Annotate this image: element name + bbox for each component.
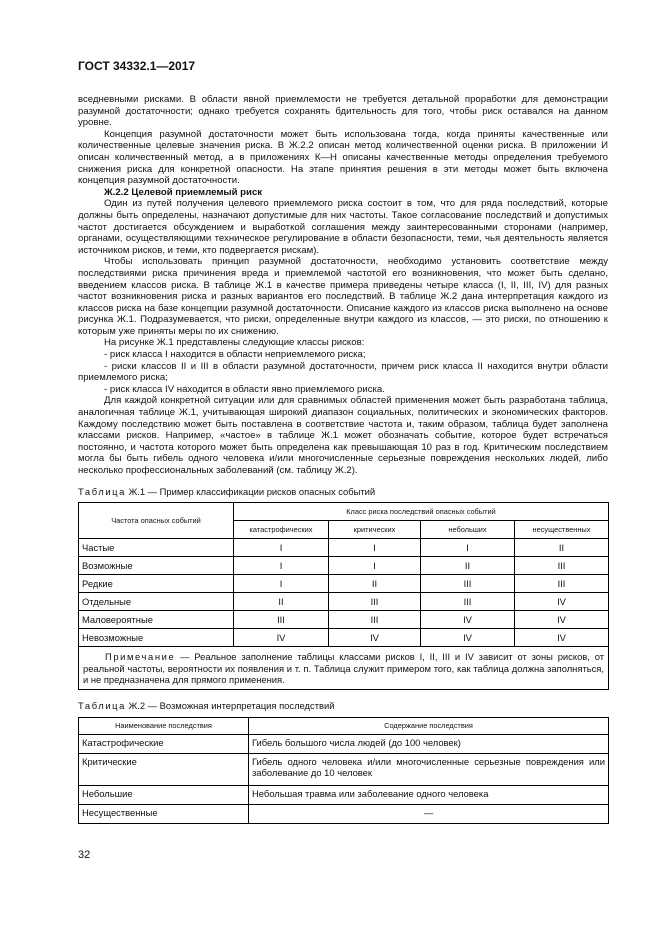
table-header-content: Содержание последствия <box>249 718 609 735</box>
table-row: Маловероятные III III IV IV <box>79 611 609 629</box>
paragraph: Один из путей получения целевого приемлемого риска состоит в том, что для ряда последствий, которые должны быть определены, назначают допустимые для них частоты. Такое согласование последствий и допустимых частот достигается обсуждением и выработкой соглашения между заинтересованными сторонами (например, органами, осуществляющими техническое регулирование в области безопасности, теми, чья деятельность является источником рисков, и теми, кто подвергается рискам). <box>78 198 608 256</box>
paragraph: Чтобы использовать принцип разумной достаточности, необходимо установить соответствие между последствиями риска причинения вреда и приемлемой частотой его возникновения, что может быть сделано, введением классов риска. В таблице Ж.1 в качестве примера приведены четыре класса (I, II, III, IV) для разных частот возникновения риска и разных вариантов его последствий. В таблице Ж.2 дана интерпретация каждого из классов риска на базе концепции разумной достаточности. Описание каждого из классов риска выполнено на основе рисунка Ж.1. Подразумевается, что риски, определенные внутри каждого из классов, — это риски, по отношению к которым уже приняты меры по их снижению. <box>78 256 608 337</box>
table-header-name: Наименование последствия <box>79 718 249 735</box>
document-header: ГОСТ 34332.1—2017 <box>78 59 196 73</box>
table-note: Примечание — Реальное заполнение таблицы классами рисков I, II, III и IV зависит от зоны рисков, от реальной частоты, вероятности их появления и т. п. Таблица служит примером того, как таблица должна заполняться, и не предназначена для прямого применения. <box>79 647 609 690</box>
paragraph: Концепция разумной достаточности может быть использована тогда, когда приняты качественные или количественные целевые значения риска. В Ж.2.2 описан метод количественной оценки риска. В приложении И описан количественный метод, а в приложениях К—Н описаны качественные методы определения требуемого снижения риска для конкретной опасности. На этапе принятия решения в эти методы может быть включена концепция разумной достаточности. <box>78 128 608 187</box>
table-row: Редкие I II III III <box>79 575 609 593</box>
paragraph: вседневными рисками. В области явной приемлемости не требуется детальной проработки для демонстрации разумной достаточности; однако требуется сохранять бдительность для того, чтобы риск оставался на данном уровне. <box>78 94 608 129</box>
paragraph: На рисунке Ж.1 представлены следующие классы рисков: <box>104 337 365 349</box>
table-subheader: несущественных <box>515 521 609 539</box>
table-subheader: критических <box>329 521 421 539</box>
page-number: 32 <box>78 849 91 861</box>
table-row: Небольшие Небольшая травма или заболевание одного человека <box>79 785 609 804</box>
table2-caption: Таблица Ж.2 — Возможная интерпретация последствий <box>78 700 335 712</box>
table-row: Невозможные IV IV IV IV <box>79 629 609 647</box>
table-subheader: катастрофических <box>234 521 329 539</box>
section-heading: Ж.2.2 Целевой приемлемый риск <box>104 186 263 198</box>
table-row: Отдельные II III III IV <box>79 593 609 611</box>
risk-class-table <box>78 502 609 690</box>
list-item: - риск класса IV находится в области явно приемлемого риска. <box>104 383 385 395</box>
table-header-class: Класс риска последствий опасных событий <box>234 503 609 521</box>
table-row: Катастрофические Гибель большого числа людей (до 100 человек) <box>79 734 609 753</box>
table-header-frequency: Частота опасных событий <box>79 503 234 539</box>
table1-caption: Таблица Ж.1 — Пример классификации рисков опасных событий <box>78 485 376 497</box>
table-row: Несущественные — <box>79 804 609 823</box>
table-row: Частые I I I II <box>79 539 609 557</box>
consequences-table <box>78 717 609 824</box>
table-subheader: небольших <box>421 521 515 539</box>
list-item: - риски классов II и III в области разумной достаточности, причем риск класса II находится внутри области приемлемого риска; <box>78 360 608 384</box>
document-body <box>78 94 608 824</box>
table-row: Возможные I I II III <box>79 557 609 575</box>
list-item: - риск класса I находится в области неприемлемого риска; <box>104 349 366 361</box>
table-row: Критические Гибель одного человека и/или многочисленные серьезные повреждения или заболевание до 10 человек <box>79 753 609 785</box>
paragraph: Для каждой конкретной ситуации или для сравнимых областей применения может быть разработана таблица, аналогичная таблице Ж.1, учитывающая широкий диапазон социальных, политических и экономических факторов. Каждому последствию может быть поставлена в соответствие частота и, таким образом, таблица будет заполнена классами рисков. Например, «частое» в таблице Ж.1 может обозначать событие, которое будет встречаться постоянно, и частота которого может быть определена как превышающая 10 раз в год. Критическим последствием могла бы быть гибель одного человека и/или многочисленные серьезные повреждения нескольких людей, либо несколько профессиональных заболеваний (см. таблицу Ж.2). <box>78 395 608 476</box>
